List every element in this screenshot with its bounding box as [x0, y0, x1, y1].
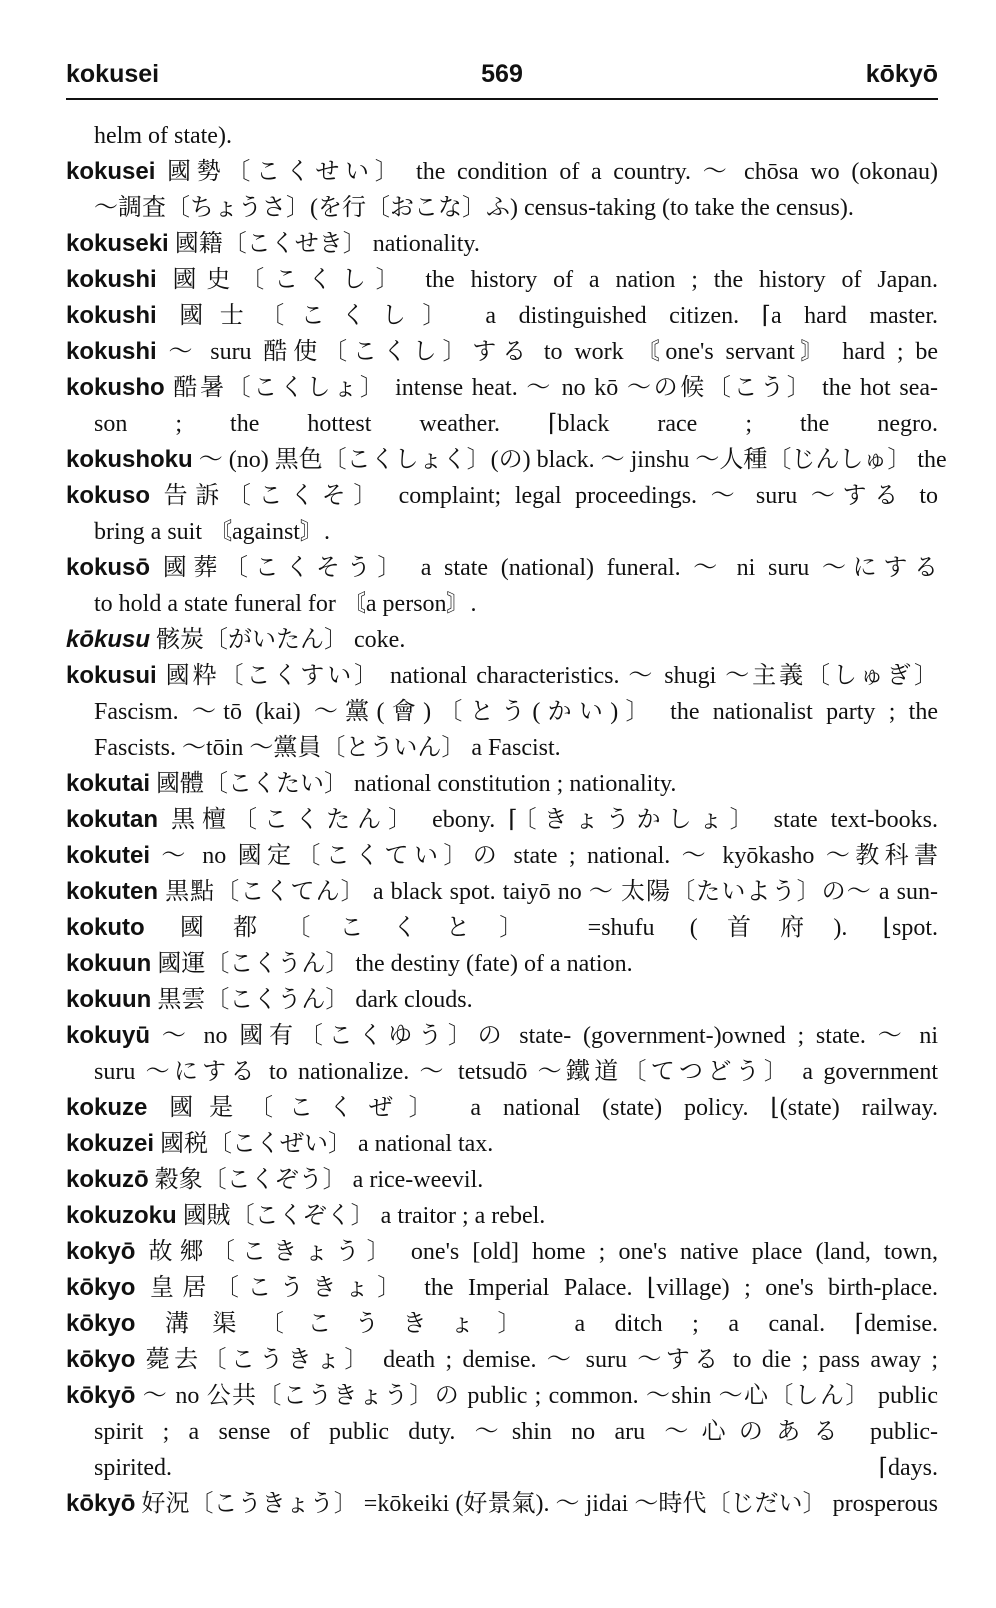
entry-line: [66, 298, 938, 334]
entry-text: 國士〔こくし〕 a distinguished citizen. ⌈a hard master.: [156, 303, 938, 329]
entry-text: Fascists. ～tōin ～黨員〔とういん〕 a Fascist.: [94, 735, 561, 761]
headword: kōkyo: [66, 1274, 136, 1301]
entry-line: [66, 262, 938, 298]
entry-text: ～ no 國定〔こくてい〕の state ; national. ～ kyōkasho ～教科書: [150, 843, 938, 869]
headword: kōkyo: [66, 1310, 136, 1337]
entry-line: [66, 370, 938, 406]
entry-text: bring a suit 〘against〙.: [94, 519, 330, 545]
entry-text: to hold a state funeral for 〘a person〙.: [94, 591, 477, 617]
entry-list: [66, 118, 947, 1522]
entry-line: [66, 1486, 938, 1522]
entry-text: ～調査〔ちょうさ〕(を行〔おこな〕ふ) census-taking (to take the census).: [94, 195, 854, 221]
entry-line: [66, 658, 938, 694]
entry-line: [66, 1198, 938, 1234]
entry-line: [66, 1054, 938, 1090]
headword: kokuzoku: [66, 1202, 177, 1229]
entry-line: [66, 1126, 938, 1162]
entry-line: [66, 478, 938, 514]
entry-text: 溝渠〔こうきょ〕 a ditch ; a canal. ⌈demise.: [135, 1311, 938, 1337]
entry-text: 皇居〔こうきょ〕 the Imperial Palace. ⌊village) ; one's birth-place.: [135, 1275, 938, 1301]
headword: kokyō: [66, 1238, 136, 1265]
entry-line: [66, 1378, 938, 1414]
page-number: 569: [481, 60, 523, 88]
entry-text: ～ (no) 黒色〔こくしょく〕(の) black. ～ jinshu ～人種〔じんしゅ〕 the: [192, 447, 947, 473]
headword: kokuten: [66, 878, 159, 905]
entry-text: ～ suru 酷使〔こくし〕する to work 〘one's servant〙 hard ; be: [156, 339, 938, 365]
entry-line: [66, 1306, 938, 1342]
entry-text: Fascism. ～tō (kai) ～黨(會)〔とう(かい)〕 the nationalist party ; the: [94, 699, 938, 725]
entry-text: 國運〔こくうん〕 the destiny (fate) of a nation.: [151, 951, 633, 977]
entry-text: son ; the hottest weather. ⌈black race ; the negro.: [94, 411, 938, 437]
headword: kokushi: [66, 302, 157, 329]
headword: kōkyo: [66, 1346, 136, 1373]
entry-line: [66, 730, 938, 766]
entry-line: [66, 1342, 938, 1378]
entry-line: [66, 802, 938, 838]
entry-text: 薨去〔こうきょ〕 death ; demise. ～ suru ～する to die ; pass away ;: [135, 1347, 938, 1373]
headword: kokusō: [66, 554, 151, 581]
entry-line: [66, 334, 938, 370]
headword: kokuto: [66, 914, 145, 941]
headword-italic: kōkusu: [66, 626, 151, 653]
entry-text: 酷暑〔こくしょ〕 intense heat. ～ no kō ～の候〔こう〕 the hot sea-: [164, 375, 938, 401]
entry-text: 骸炭〔がいたん〕 coke.: [150, 627, 406, 653]
entry-line: [66, 154, 938, 190]
headword: kokuze: [66, 1094, 148, 1121]
headword: kokushi: [66, 266, 157, 293]
entry-line: [66, 1270, 938, 1306]
headword: kokusui: [66, 662, 157, 689]
entry-line: [66, 442, 947, 478]
entry-line: [66, 982, 938, 1018]
entry-line: [66, 1450, 938, 1486]
entry-text: 穀象〔こくぞう〕 a rice-weevil.: [148, 1167, 484, 1193]
entry-text: spirited. ⌈days.: [94, 1455, 938, 1481]
entry-text: 黒點〔こくてん〕 a black spot. taiyō no ～ 太陽〔たいよう〕の～ a sun-: [158, 879, 938, 905]
entry-text: 國史〔こくし〕 the history of a nation ; the history of Japan.: [156, 267, 938, 293]
entry-line: [66, 1162, 938, 1198]
entry-line: [66, 586, 938, 622]
entry-text: 國都〔こくと〕 =shufu (首府). ⌊spot.: [144, 915, 938, 941]
entry-text: 國是〔こくぜ〕 a national (state) policy. ⌊(state) railway.: [147, 1095, 938, 1121]
entry-line: [66, 226, 938, 262]
headword: kokuun: [66, 950, 152, 977]
entry-text: 國税〔こくぜい〕 a national tax.: [154, 1131, 494, 1157]
entry-line: [66, 1234, 938, 1270]
headword: kokushi: [66, 338, 157, 365]
headword: kōkyō: [66, 1490, 136, 1517]
entry-text: 國籍〔こくせき〕 nationality.: [168, 231, 480, 257]
headword: kokutan: [66, 806, 159, 833]
entry-line: [66, 118, 938, 154]
headword: kokutei: [66, 842, 151, 869]
entry-line: [66, 946, 938, 982]
entry-line: [66, 766, 938, 802]
entry-line: [66, 550, 938, 586]
entry-text: 國賊〔こくぞく〕 a traitor ; a rebel.: [176, 1203, 546, 1229]
entry-text: 國勢〔こくせい〕 the condition of a country. ～ chōsa wo (okonau): [155, 159, 938, 185]
headword: kokusho: [66, 374, 165, 401]
headword: kōkyō: [66, 1382, 136, 1409]
header-guide-word-left: kokusei: [66, 60, 160, 88]
entry-line: [66, 190, 938, 226]
header-rule: [66, 98, 938, 100]
page-header: [66, 60, 938, 94]
headword: kokusei: [66, 158, 156, 185]
entry-line: [66, 406, 938, 442]
entry-line: [66, 874, 938, 910]
entry-text: ～ no 國有〔こくゆう〕の state- (government-)owned ; state. ～ ni: [150, 1023, 938, 1049]
headword: kokuzei: [66, 1130, 155, 1157]
headword: kokuun: [66, 986, 152, 1013]
entry-text: ～ no 公共〔こうきょう〕の public ; common. ～shin ～心〔しん〕 public: [135, 1383, 938, 1409]
entry-text: helm of state).: [94, 123, 232, 149]
entry-line: [66, 1018, 938, 1054]
entry-line: [66, 1414, 938, 1450]
entry-text: suru ～にする to nationalize. ～ tetsudō ～鐵道〔てつどう〕 a government: [94, 1059, 938, 1085]
entry-line: [66, 1090, 938, 1126]
headword: kokutai: [66, 770, 151, 797]
headword: kokuzō: [66, 1166, 149, 1193]
entry-line: [66, 838, 938, 874]
entry-text: 黒檀〔こくたん〕 ebony. ⌈〔きょうかしょ〕 state text-books.: [158, 807, 938, 833]
headword: kokuseki: [66, 230, 169, 257]
entry-line: [66, 514, 938, 550]
headword: kokushoku: [66, 446, 193, 473]
headword: kokuso: [66, 482, 151, 509]
header-guide-word-right: kōkyō: [865, 60, 938, 88]
entry-line: [66, 694, 938, 730]
entry-text: 故郷〔こきょう〕 one's [old] home ; one's native place (land, town,: [135, 1239, 938, 1265]
entry-text: 國葬〔こくそう〕 a state (national) funeral. ～ ni suru ～にする: [150, 555, 938, 581]
entry-text: 黒雲〔こくうん〕 dark clouds.: [151, 987, 473, 1013]
headword: kokuyū: [66, 1022, 151, 1049]
entry-line: [66, 910, 938, 946]
entry-text: 好況〔こうきょう〕 =kōkeiki (好景氣). ～ jidai ～時代〔じだい〕 prosperous: [135, 1491, 938, 1517]
entry-text: 國粋〔こくすい〕 national characteristics. ～ shugi ～主義〔しゅぎ〕: [156, 663, 938, 689]
entry-text: 告訴〔こくそ〕 complaint; legal proceedings. ～ suru ～する to: [150, 483, 938, 509]
entry-text: spirit ; a sense of public duty. ～shin no aru ～心のある public-: [94, 1419, 938, 1445]
entry-text: 國體〔こくたい〕 national constitution ; nationality.: [150, 771, 677, 797]
entry-line: [66, 622, 938, 658]
